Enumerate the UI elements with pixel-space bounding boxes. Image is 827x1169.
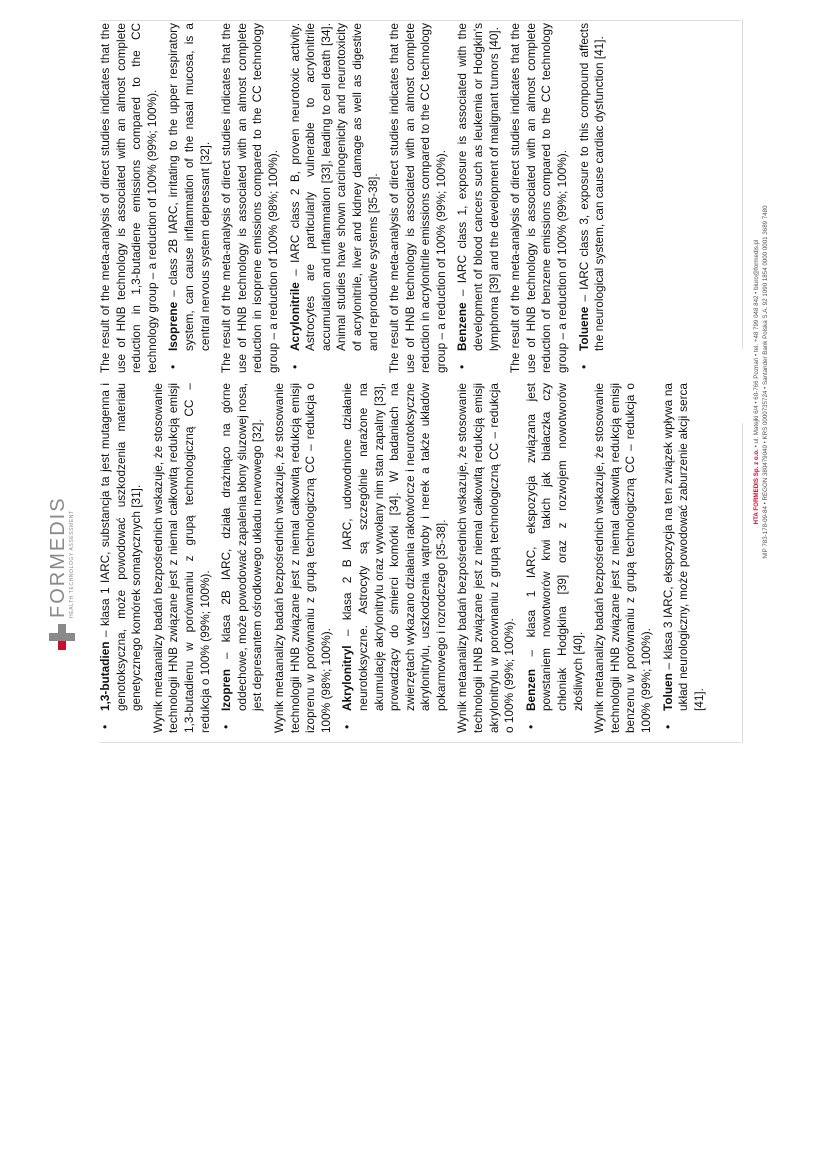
compound-name: Akrylonitryl xyxy=(340,645,355,711)
compound-name: Benzen xyxy=(523,669,538,711)
compound-description: – IARC class 1, exposure is associated with the development of blood cancers such as leukemia or Hodgkin's lymphoma [39] and the development of malignant tumors [40]. xyxy=(455,23,501,351)
compound-name: Izopren xyxy=(219,669,234,711)
bullet-item xyxy=(661,383,708,733)
footer-rule-left xyxy=(742,423,743,743)
compound-description: – IARC class 3, exposure to this compound affects the neurological system, can cause cardiac dysfunction [41]. xyxy=(576,23,607,351)
meta-analysis-paragraph: The result of the meta-analysis of direct studies indicates that the use of HNB technology is associated with an almost complete reduction in 1,3-butadiene emissions compared to the CC technology group – a reduction of 100% (99%; 100%). xyxy=(98,23,159,373)
bullet-dot: • xyxy=(340,724,355,729)
bullet-dot: • xyxy=(287,364,302,369)
bullet-item xyxy=(98,383,145,733)
meta-analysis-paragraph: Wynik metaanalizy badań bezpośrednich wskazuje, że stosowanie technologii HNB związane jest z niemal całkowitą redukcją emisji benzenu w porównaniu z grupą technologiczną CC – redukcja o 100% (99%; 100%). xyxy=(592,383,653,733)
bullet-dot: • xyxy=(523,724,538,729)
compound-description: – klasa 1 IARC, ekspozycja związana jest powstaniem nowotworów krwi takich jak białaczka czy chłoniak Hodgkina [39] oraz z rozwojem nowotworów złośliwych [40]. xyxy=(523,383,585,711)
compound-description: – IARC class 2 B, proven neurotoxic activity. Astrocytes are particularly vulnerable to acrylonitrile accumulation and inflammation [33], leading to cell death [34]. Animal studies have shown carcinogenicity and neurotoxicity of acrylonitrile, liver and kidney damage as well as digestive and reproductive systems [35-38]. xyxy=(287,23,380,351)
formedis-logo xyxy=(48,496,75,650)
meta-analysis-paragraph: Wynik metaanalizy badań bezpośrednich wskazuje, że stosowanie technologii HNB związane jest z niemal całkowitą redukcją emisji izoprenu w porównaniu z grupą technologiczną CC – redukcja o 100% (98%; 100%). xyxy=(271,383,333,733)
column-divider-left xyxy=(100,742,740,743)
bullet-dot: • xyxy=(455,364,470,369)
compound-description: – klasa 2B IARC, działa drażniąco na górne oddechowe, może powodować zapalenia błony śluzowej nosa, jest depresantem ośrodkowego układu nerwowego [32]. xyxy=(219,383,265,711)
footer-registration-line: NIP 783-178-09-84 • REGON 380479040 • KRS 0000735724 • Santander Bank Polska S.A. 92 1090 1854 0000 0001 3689 7480 xyxy=(762,205,769,559)
cross-logo-icon xyxy=(49,624,75,650)
bullet-item xyxy=(524,383,586,733)
meta-analysis-paragraph: The result of the meta-analysis of direct studies indicates that the use of HNB technology is associated with an almost complete reduction in acrylonitrile emissions compared to the CC technology group – a reduction of 100% (99%; 100%). xyxy=(387,23,448,373)
compound-name: 1,3-butadien xyxy=(98,641,112,711)
compound-description: – klasa 2 B IARC, udowodnione działanie neurotoksyczne. Astrocyty są szczególnie narażone na akumulację akrylonitrylu oraz wywołany nim stan zapalny [33], prowadzący do śmierci komórki [34]. W badaniach na zwierzętach wykazano działania rakotwórcze i neurotoksyczne akrylonitrylu, uszkodzenia wątroby i nerek a także układów pokarmowego i rozrodczego [35-38]. xyxy=(340,383,448,711)
compound-description: – class 2B IARC, irritating to the upper respiratory system, can cause inflammation of the nasal mucosa, is a central nervous system depressant [32]. xyxy=(166,23,212,351)
bullet-item xyxy=(340,383,449,733)
bullet-item xyxy=(455,23,502,373)
bullet-dot: • xyxy=(166,364,181,369)
bullet-dot: • xyxy=(219,724,234,729)
bullet-item xyxy=(166,23,213,373)
compound-description: – klasa 3 IARC, ekspozycja na ten związek wpływa na układ neurologiczny, może powodować zaburzenie akcji serca [41]. xyxy=(660,383,706,711)
logo-name: FORMEDIS xyxy=(47,496,69,618)
footer-address-line xyxy=(752,21,761,743)
footer-rule-right xyxy=(742,19,743,349)
english-column xyxy=(98,23,614,373)
bullet-dot: • xyxy=(660,724,675,729)
compound-description: – klasa 1 IARC, substancja ta jest mutagenna i genotoksyczna, może powodować uszkodzenia materiału genetycznego komórek somatycznych [31]. xyxy=(98,383,144,711)
footer-address: • ul. Matejki 6/4 • 60-766 Poznań • tel. +48 799 048 842 • biuro@formedis.pl xyxy=(753,239,760,450)
meta-analysis-paragraph: The result of the meta-analysis of direct studies indicates that the use of HNB technology is associated with an almost complete reduction in isoprene emissions compared to the CC technology group – a reduction of 100% (98%; 100%). xyxy=(219,23,280,373)
column-divider-right xyxy=(100,20,740,21)
compound-name: Toluene xyxy=(576,306,591,351)
meta-analysis-paragraph: Wynik metaanalizy badań bezpośrednich wskazuje, że stosowanie technologii HNB związane jest z niemal całkowitą redukcją emisji akrylonitrylu w porównaniu z grupą technologiczną CC – redukcja o 100% (99%; 100%). xyxy=(455,383,517,733)
bullet-dot: • xyxy=(576,364,591,369)
logo-subtitle: HEALTH TECHNOLOGY ASSESSMENT xyxy=(69,510,75,618)
bullet-dot: • xyxy=(98,724,112,729)
meta-analysis-paragraph: The result of the meta-analysis of direct studies indicates that the use of HNB technology is associated with an almost complete reduction of benzene emissions compared to the CC technology group – a reduction of 100% (99%; 100%). xyxy=(508,23,570,373)
polish-column xyxy=(98,383,713,733)
compound-name: Acrylonitrile xyxy=(287,282,302,351)
compound-name: Isoprene xyxy=(166,301,181,351)
bullet-item xyxy=(219,383,266,733)
bullet-item xyxy=(577,23,608,373)
compound-name: Toluen xyxy=(660,673,675,711)
meta-analysis-paragraph: Wynik metaanalizy badań bezpośrednich wskazuje, że stosowanie technologii HNB związane jest z niemal całkowitą redukcją emisji 1,3-butadienu w porównaniu z grupą technologiczną CC – redukcja o 100% (99%; 100%). xyxy=(150,383,212,733)
bullet-item xyxy=(288,23,382,373)
page-footer xyxy=(752,21,770,743)
footer-company-name: HTA FORMEDIS Sp. z o.o. xyxy=(753,449,760,525)
compound-name: Benzene xyxy=(455,302,470,351)
